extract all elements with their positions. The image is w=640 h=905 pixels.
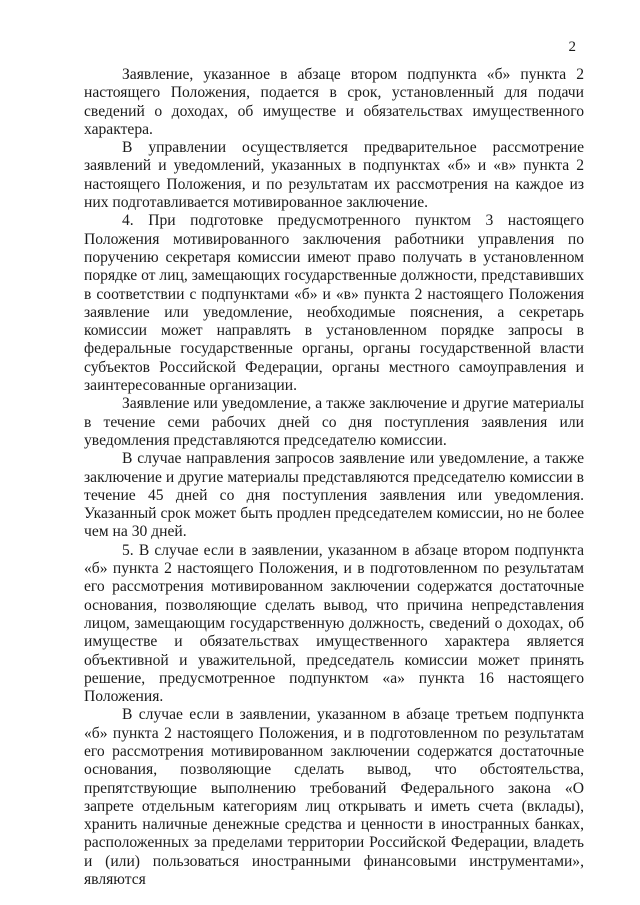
paragraph-application-deadline: Заявление, указанное в абзаце втором подпункта «б» пункта 2 настоящего Положения, подается в срок, установленный для подачи сведений о доходах, об имуществе и обязательствах имущественного характера. [84,66,584,138]
paragraph-foreign-accounts: В случае если в заявлении, указанном в абзаце третьем подпункта «б» пункта 2 настоящего Положения, и в подготовленном по результатам его рассмотрения мотивированном заключении содержатся достаточные основания, позволяющие сделать вывод, что обстоятельства, препятствующие выполнению требований Федерального закона «О запрете отдельным категориям лиц открывать и иметь счета (вклады), хранить наличные денежные средства и ценности в иностранных банках, расположенных за пределами территории Российской Федерации, владеть и (или) пользоваться иностранными финансовыми инструментами», являются [84,706,584,889]
document-body [84,66,584,889]
paragraph-item-4: 4. При подготовке предусмотренного пунктом 3 настоящего Положения мотивированного заключения работники управления по поручению секретаря комиссии имеют право получать в установленном порядке от лиц, замещающих государственные должности, представивших в соответствии с подпунктами «б» и «в» пункта 2 настоящего Положения заявление или уведомление, необходимые пояснения, а секретарь комиссии может направлять в установленном порядке запросы в федеральные государственные органы, органы государственной власти субъектов Российской Федерации, органы местного самоуправления и заинтересованные организации. [84,212,584,395]
paragraph-preliminary-review: В управлении осуществляется предварительное рассмотрение заявлений и уведомлений, указанных в подпунктах «б» и «в» пункта 2 настоящего Положения, и по результатам их рассмотрения на каждое из них подготавливается мотивированное заключение. [84,139,584,212]
paragraph-request-terms: В случае направления запросов заявление или уведомление, а также заключение и другие материалы представляются председателю комиссии в течение 45 дней со дня поступления заявления или уведомления. Указанный срок может быть продлен председателем комиссии, но не более чем на 30 дней. [84,450,584,541]
page-number: 2 [568,39,576,55]
paragraph-submission-to-chair: Заявление или уведомление, а также заключение и другие материалы в течение семи рабочих дней со дня поступления заявления или уведомления представляются председателю комиссии. [84,395,584,449]
paragraph-item-5: 5. В случае если в заявлении, указанном в абзаце втором подпункта «б» пункта 2 настоящего Положения, и в подготовленном по результатам его рассмотрения мотивированном заключении содержатся достаточные основания, позволяющие сделать вывод, что причина непредставления лицом, замещающим государственную должность, сведений о доходах, об имуществе и обязательствах имущественного характера является объективной и уважительной, председатель комиссии может принять решение, предусмотренное подпунктом «а» пункта 16 настоящего Положения. [84,541,584,706]
